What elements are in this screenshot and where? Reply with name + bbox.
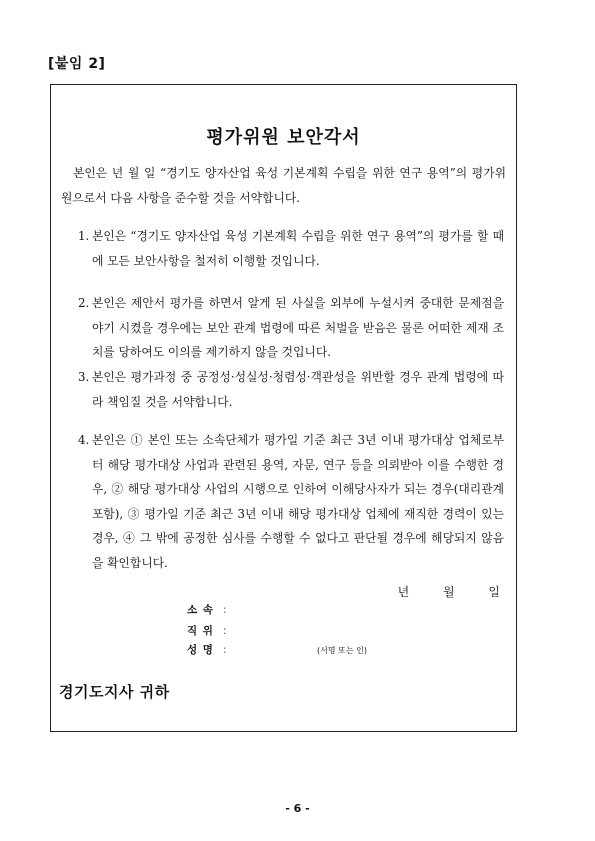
- date-month: 월: [442, 585, 455, 599]
- colon: :: [223, 604, 227, 616]
- item-number: 4.: [78, 433, 90, 447]
- date-line: [368, 583, 500, 600]
- position-field[interactable]: [187, 623, 235, 638]
- name-field[interactable]: [187, 642, 367, 657]
- item-number: 3.: [78, 370, 90, 384]
- addressee: 경기도지사 귀하: [59, 683, 170, 701]
- pledge-item-2: [78, 291, 504, 365]
- colon: :: [223, 644, 227, 656]
- affiliation-label: 소 속: [187, 604, 214, 616]
- intro-paragraph: 본인은 년 월 일 “경기도 양자산업 육성 기본계획 수립을 위한 연구 용역”의 평가위원으로서 다음 사항을 준수할 것을 서약합니다.: [61, 166, 506, 205]
- date-year: 년: [397, 585, 410, 599]
- name-label: 성 명: [187, 644, 214, 656]
- item-text: 본인은 제안서 평가를 하면서 알게 된 사실을 외부에 누설시켜 중대한 문제점을 야기 시켰을 경우에는 보안 관계 법령에 따른 처벌을 받음은 물론 어떠한 제재 조치를 당하여도 이의를 제기하지 않을 것입니다.: [92, 296, 504, 359]
- pledge-form: [50, 84, 517, 732]
- item-number: 2.: [78, 296, 90, 310]
- attachment-label: [붙임 2]: [48, 56, 106, 72]
- signature-note: (서명 또는 인): [317, 646, 367, 655]
- affiliation-field[interactable]: [187, 602, 235, 617]
- position-label: 직 위: [187, 625, 214, 637]
- item-number: 1.: [78, 229, 90, 243]
- item-text: 본인은 평가과정 중 공정성·성실성·청렴성·객관성을 위반할 경우 관계 법령에 따라 책임질 것을 서약합니다.: [92, 370, 504, 409]
- form-title: 평가위원 보안각서: [206, 127, 361, 148]
- pledge-item-1: [78, 224, 504, 273]
- colon: :: [223, 625, 227, 637]
- item-text: 본인은 ① 본인 또는 소속단체가 평가일 기준 최근 3년 이내 평가대상 업체로부터 해당 평가대상 사업과 관련된 용역, 자문, 연구 등을 의뢰받아 이를 수행한 경우, ② 해당 평가대상 사업의 시행으로 인하여 이해당사자가 되는 경우(대리관계 포함), ③ 평가일 기준 최근 3년 이내 해당 평가대상 업체에 재직한 경력이 있는 경우, ④ 그 밖에 공정한 심사를 수행할 수 없다고 판단될 경우에 해당되지 않음을 확인합니다.: [92, 433, 504, 570]
- item-text: 본인은 “경기도 양자산업 육성 기본계획 수립을 위한 연구 용역”의 평가를 할 때에 모든 보안사항을 철저히 이행할 것입니다.: [92, 229, 504, 268]
- pledge-item-4: [78, 428, 504, 575]
- pledge-item-3: [78, 365, 504, 414]
- page-number: - 6 -: [285, 802, 310, 815]
- date-day: 일: [488, 585, 500, 599]
